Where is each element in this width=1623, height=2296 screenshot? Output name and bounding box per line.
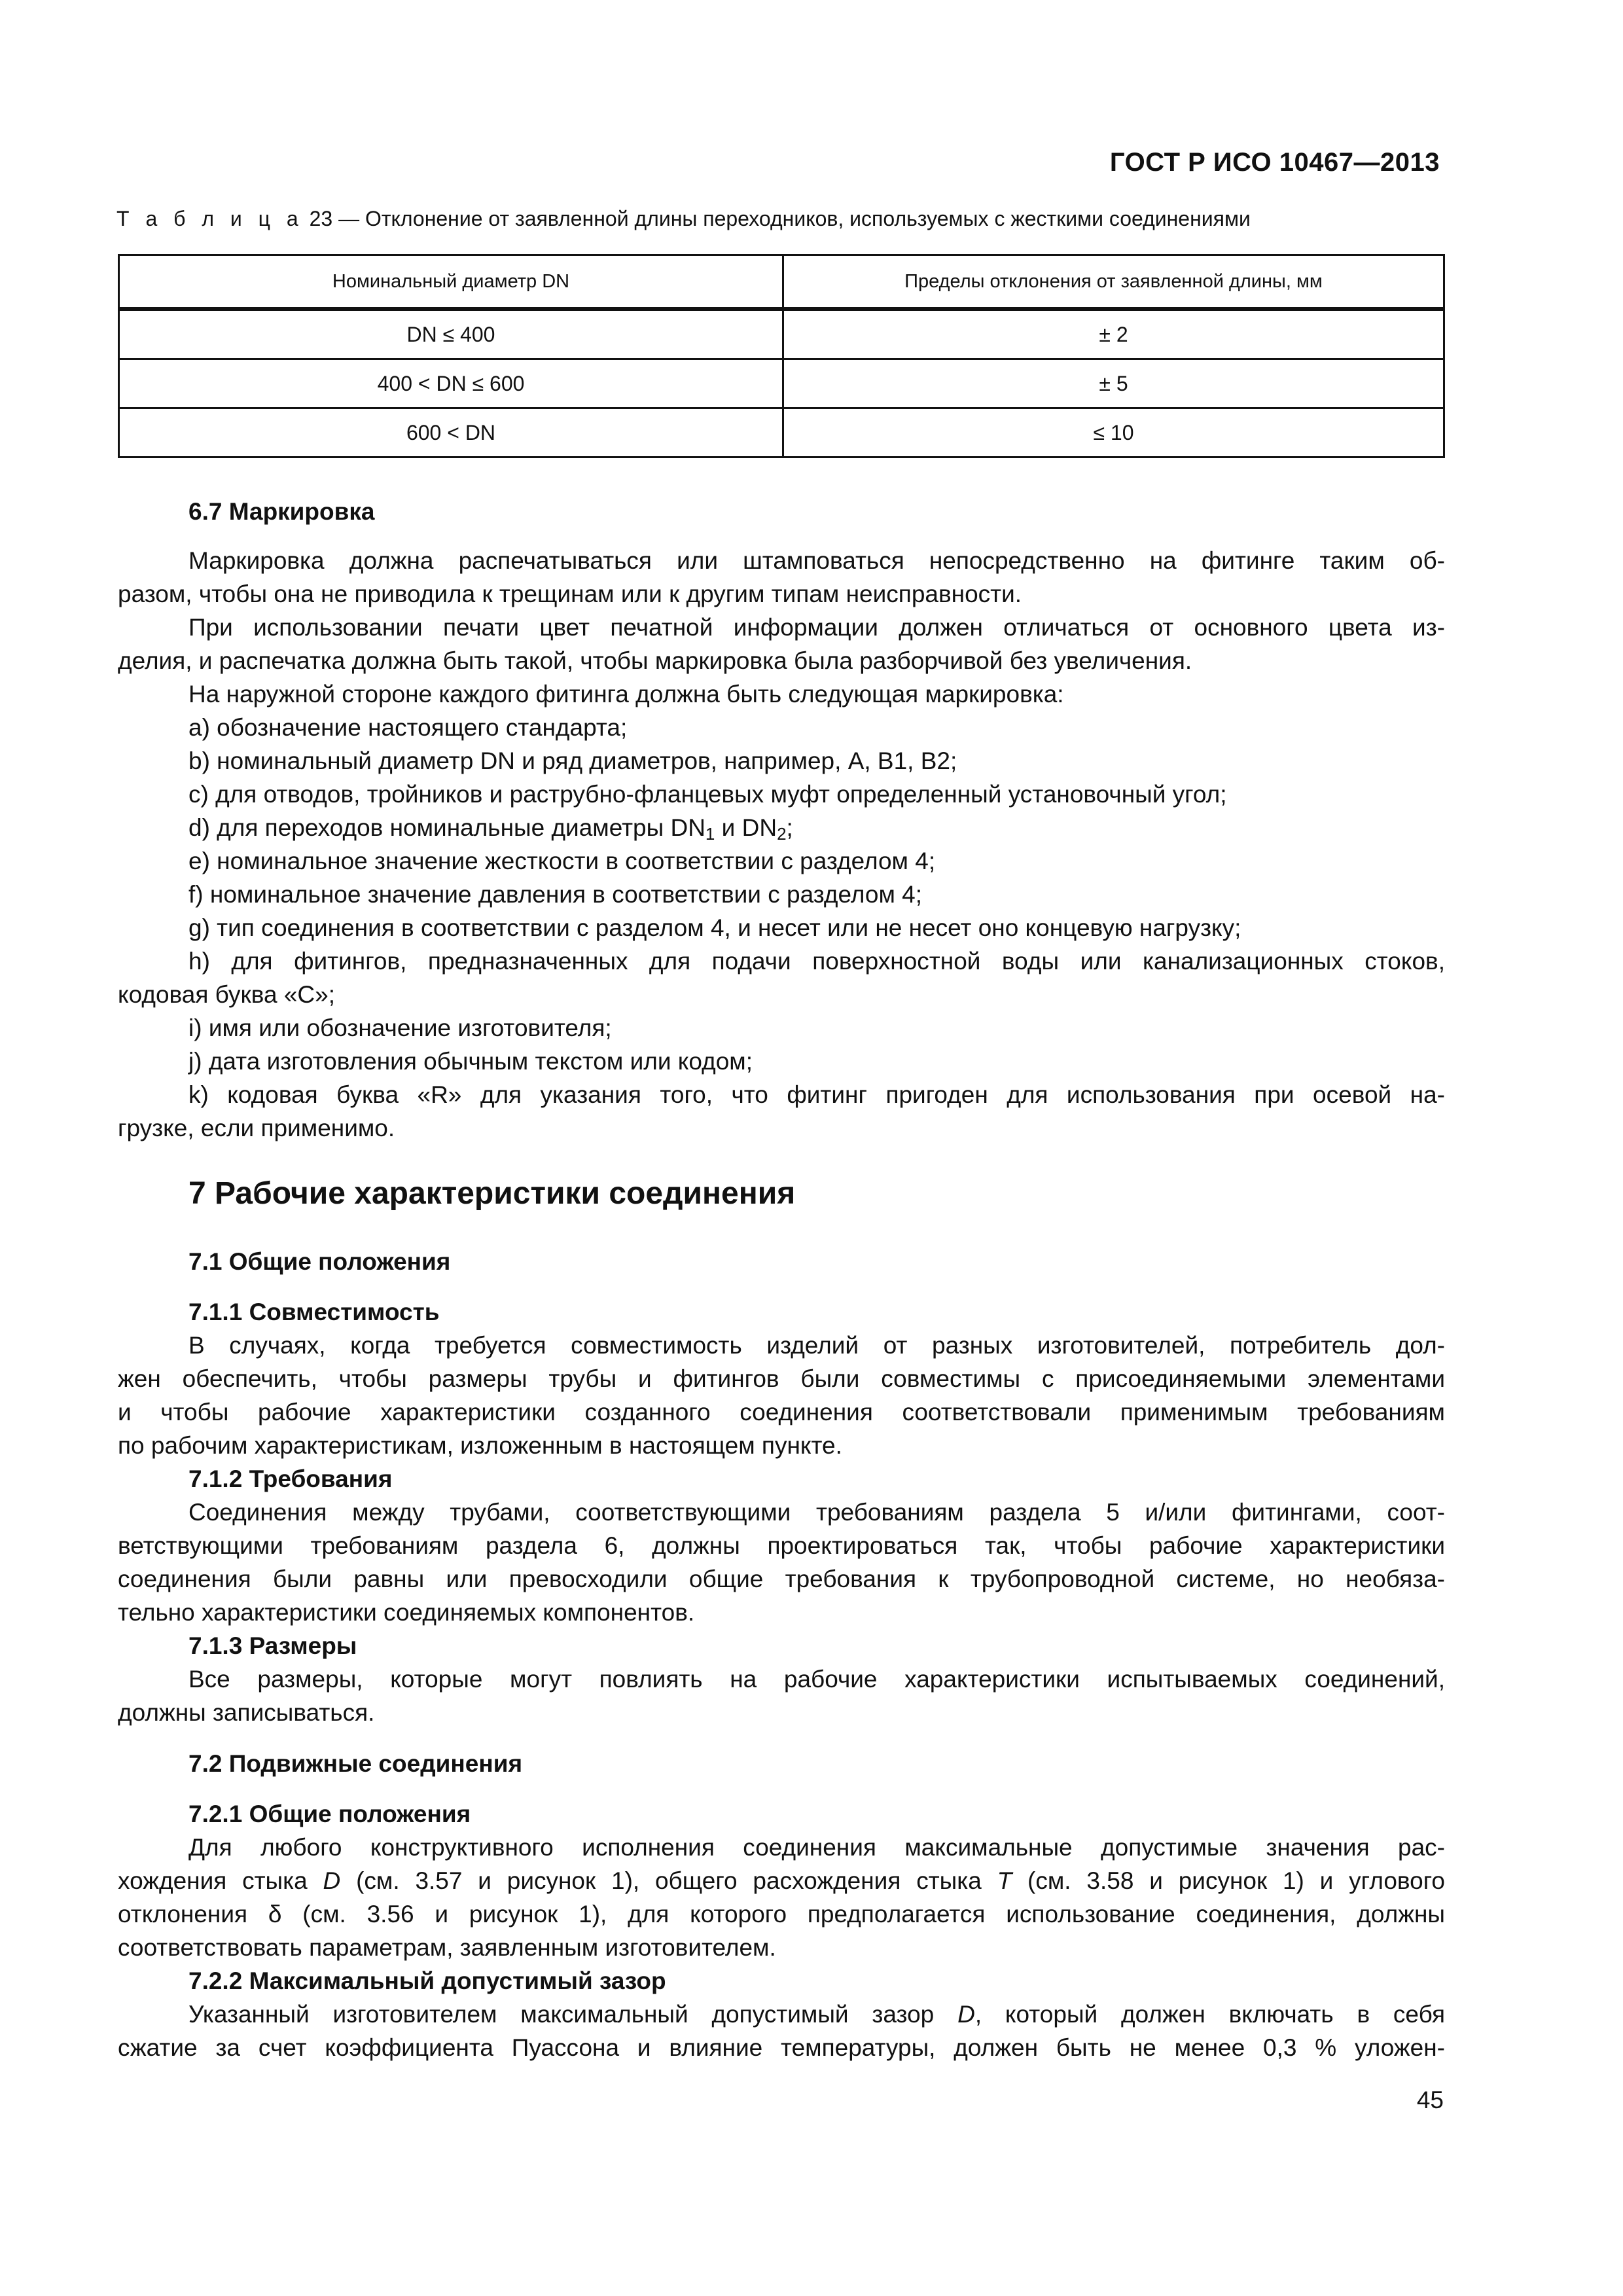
list-item-text: d) для переходов номинальные диаметры DN [188, 814, 705, 841]
table-cell: ± 5 [783, 359, 1444, 408]
list-item [188, 814, 1445, 842]
list-item: g) тип соединения в соответствии с разделом 4, и несет или не несет оно концевую нагрузку; [188, 914, 1241, 941]
list-item: c) для отводов, тройников и раструбно-фланцевых муфт определенный установочный угол; [188, 781, 1227, 808]
table-header-row [119, 255, 1444, 310]
paragraph-line: должны записываться. [118, 1699, 375, 1726]
paragraph-line: сжатие за счет коэффициента Пуассона и влияние температуры, должен быть не менее 0,3 % уложен- [118, 2034, 1445, 2061]
list-item: i) имя или обозначение изготовителя; [188, 1014, 612, 1041]
column-header: Номинальный диаметр DN [119, 255, 783, 310]
table-row [119, 408, 1444, 457]
paragraph-line: делия, и распечатка должна быть такой, чтобы маркировка была разборчивой без увеличения. [118, 647, 1192, 674]
table-row [119, 359, 1444, 408]
paragraph-line: При использовании печати цвет печатной информации должен отличаться от основного цвета из- [188, 614, 1445, 641]
paragraph-line [118, 1867, 1445, 1895]
paragraph-line: Соединения между трубами, соответствующими требованиям раздела 5 и/или фитингами, соот- [188, 1499, 1445, 1526]
text-run: (см. 3.58 и рисунок 1) и углового [1012, 1867, 1445, 1894]
section-7-heading: 7 Рабочие характеристики соединения [188, 1176, 796, 1211]
list-item-text: и DN [715, 814, 777, 841]
text-run: (см. 3.57 и рисунок 1), общего расхождения стыка [340, 1867, 997, 1894]
table-row [119, 309, 1444, 359]
paragraph-line: В случаях, когда требуется совместимость изделий от разных изготовителей, потребитель дол- [188, 1332, 1445, 1359]
text-run: Указанный изготовителем максимальный допустимый зазор [188, 2001, 958, 2028]
table-cell: ± 2 [783, 309, 1444, 359]
page-number: 45 [1416, 2087, 1444, 2113]
list-item: a) обозначение настоящего стандарта; [188, 714, 628, 741]
subscript: 1 [705, 824, 715, 844]
section-7-1-3-heading: 7.1.3 Размеры [188, 1632, 357, 1659]
table-cell: DN ≤ 400 [119, 309, 783, 359]
column-header: Пределы отклонения от заявленной длины, мм [783, 255, 1444, 310]
paragraph-line: ветствующими требованиям раздела 6, должны проектироваться так, чтобы рабочие характеристики [118, 1532, 1445, 1559]
paragraph-line: отклонения δ (см. 3.56 и рисунок 1), для которого предполагается использование соединения, должны [118, 1901, 1445, 1928]
paragraph-line: жен обеспечить, чтобы размеры трубы и фитингов были совместимы с присоединяемыми элементами [118, 1365, 1445, 1392]
paragraph-line: по рабочим характеристикам, изложенным в настоящем пункте. [118, 1432, 842, 1459]
table-caption [116, 207, 1445, 231]
text-run: хождения стыка [118, 1867, 323, 1894]
section-7-2-2-heading: 7.2.2 Максимальный допустимый зазор [188, 1967, 666, 1994]
table-cell: 600 < DN [119, 408, 783, 457]
list-item: e) номинальное значение жесткости в соответствии с разделом 4; [188, 848, 936, 874]
paragraph-line: Маркировка должна распечатываться или штамповаться непосредственно на фитинге таким об- [188, 547, 1445, 574]
paragraph-line: На наружной стороне каждого фитинга должна быть следующая маркировка: [188, 681, 1064, 708]
list-item: b) номинальный диаметр DN и ряд диаметров, например, A, B1, B2; [188, 747, 957, 774]
paragraph-line: тельно характеристики соединяемых компонентов. [118, 1599, 695, 1626]
list-item: k) кодовая буква «R» для указания того, что фитинг пригоден для использования при осевой на- [188, 1081, 1445, 1108]
table-cell: 400 < DN ≤ 600 [119, 359, 783, 408]
paragraph-line [188, 2000, 1445, 2029]
text-run: , который должен включать в себя [974, 2001, 1445, 2028]
paragraph-line: соединения были равны или превосходили общие требования к трубопроводной системе, но необяза- [118, 1566, 1445, 1592]
section-7-1-2-heading: 7.1.2 Требования [188, 1465, 393, 1492]
list-item: грузке, если применимо. [118, 1115, 395, 1141]
symbol-T: T [997, 1867, 1012, 1894]
paragraph-line: Все размеры, которые могут повлиять на рабочие характеристики испытываемых соединений, [188, 1666, 1445, 1693]
paragraph-line: и чтобы рабочие характеристики созданного соединения соответствовали применимым требованиям [118, 1399, 1445, 1426]
deviation-table [118, 254, 1445, 458]
list-item: h) для фитингов, предназначенных для подачи поверхностной воды или канализационных стоков, [188, 948, 1445, 975]
table-cell: ≤ 10 [783, 408, 1444, 457]
list-item: кодовая буква «C»; [118, 981, 335, 1008]
table-caption-label: Т а б л и ц а [116, 207, 304, 230]
section-6-7-heading: 6.7 Маркировка [188, 498, 375, 525]
paragraph-line: Для любого конструктивного исполнения соединения максимальные допустимые значения рас- [188, 1834, 1445, 1861]
section-7-1-1-heading: 7.1.1 Совместимость [188, 1299, 440, 1325]
standard-designation: ГОСТ Р ИСО 10467—2013 [1109, 148, 1440, 177]
section-7-2-1-heading: 7.2.1 Общие положения [188, 1801, 471, 1827]
subscript: 2 [777, 824, 787, 844]
paragraph-line: разом, чтобы она не приводила к трещинам или к другим типам неисправности. [118, 581, 1022, 607]
section-7-1-heading: 7.1 Общие положения [188, 1248, 451, 1275]
list-item: f) номинальное значение давления в соответствии с разделом 4; [188, 881, 923, 908]
section-7-2-heading: 7.2 Подвижные соединения [188, 1750, 523, 1777]
paragraph-line: соответствовать параметрам, заявленным изготовителем. [118, 1934, 776, 1961]
symbol-D: D [323, 1867, 341, 1894]
table-caption-text: 23 — Отклонение от заявленной длины переходников, используемых с жесткими соединениями [309, 207, 1251, 230]
list-item: j) дата изготовления обычным текстом или кодом; [188, 1048, 753, 1075]
list-item-text: ; [786, 814, 793, 841]
symbol-D: D [957, 2001, 975, 2028]
